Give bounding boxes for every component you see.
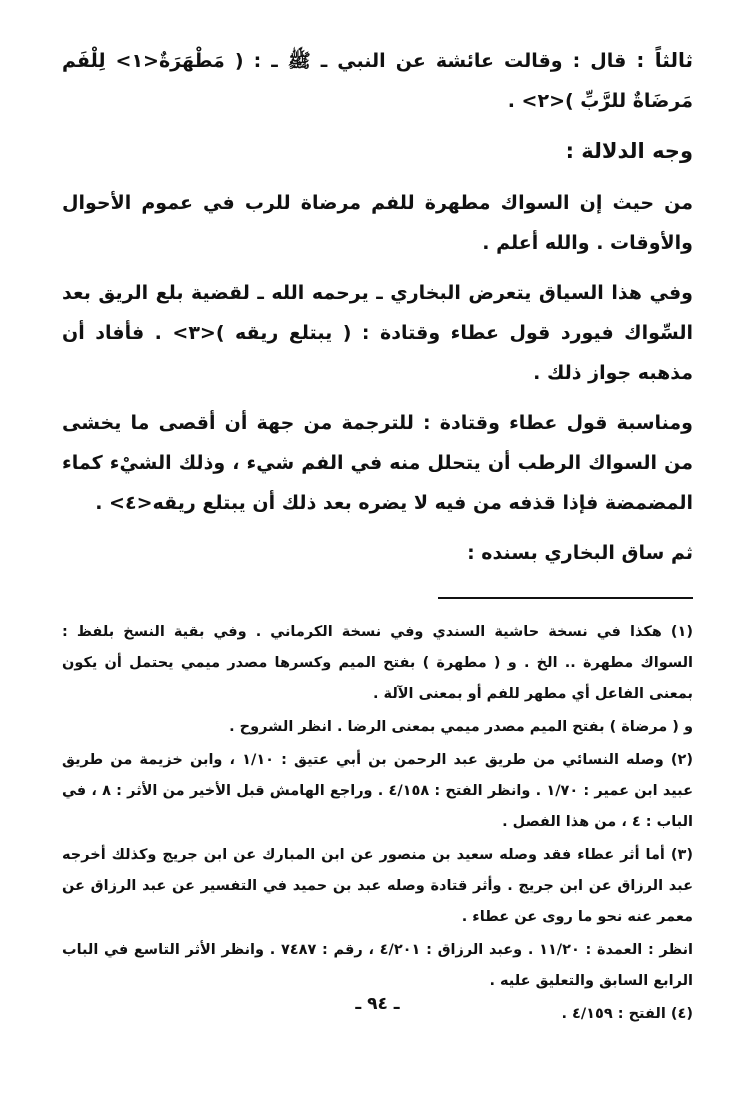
footnotes xyxy=(62,617,693,1030)
paragraph-2: من حيث إن السواك مطهرة للفم مرضاة للرب في عموم الأحوال والأوقات . والله أعلم . xyxy=(62,192,693,254)
footnote-3-continued: انظر : العمدة : ١١/٢٠ . وعبد الرزاق : ٤/٢٠١ ، رقم : ٧٤٨٧ . وانظر الأثر التاسع في الباب الرابع السابق والتعليق عليه . xyxy=(62,942,693,989)
section-heading: وجه الدلالة : xyxy=(565,139,693,163)
paragraph-3: وفي هذا السياق يتعرض البخاري ـ يرحمه الله ـ لقضية بلع الريق بعد السِّواك فيورد قول عطاء وقتادة : ( يبتلع ريقه )<٣> . فأفاد أن مذهبه جواز ذلك . xyxy=(62,282,693,384)
footnote-4: (٤) الفتح : ٤/١٥٩ . xyxy=(561,1006,693,1022)
footnote-divider xyxy=(438,597,693,599)
paragraph-5: ثم ساق البخاري بسنده : xyxy=(467,542,693,564)
paragraph-4: ومناسبة قول عطاء وقتادة : للترجمة من جهة أن أقصى ما يخشى من السواك الرطب أن يتحلل منه في الفم شيء ، وذلك الشيْء كماء المضمضة فإذا قذفه من فيه لا يضره بعد ذلك أن يبتلع ريقه<٤> . xyxy=(62,412,693,514)
page-body xyxy=(62,40,693,1032)
footnote-2: (٢) وصله النسائي من طريق عبد الرحمن بن أبي عتيق : ١/١٠ ، وابن خزيمة من طريق عبيد ابن عمير : ١/٧٠ . وانظر الفتح : ٤/١٥٨ . وراجع الهامش قبل الأخير من الأثر : ٨ ، في الباب : ٤ ، من هذا الفصل . xyxy=(62,752,693,830)
section-lead: ثالثاً : xyxy=(636,48,693,72)
footnote-1-continued: و ( مرضاة ) بفتح الميم مصدر ميمي بمعنى الرضا . انظر الشروح . xyxy=(229,719,693,735)
paragraph-1 xyxy=(62,40,693,121)
footnote-1: (١) هكذا في نسخة حاشية السندي وفي نسخة الكرماني . وفي بقية النسخ بلفظ : السواك مطهرة .. الخ . و ( مطهرة ) بفتح الميم وكسرها مصدر ميمي يحتمل أن يكون بمعنى الفاعل أي مطهر للفم أو بمعنى الآلة . xyxy=(62,624,693,702)
main-text xyxy=(62,40,693,573)
footnote-3: (٣) أما أثر عطاء فقد وصله سعيد بن منصور عن ابن المبارك عن ابن جريج وكذلك أخرجه عبد الرزاق عن ابن جريج . وأثر قتادة وصله عبد بن حميد في التفسير عن عبد الرزاق عن معمر عنه نحو ما روى عن عطاء . xyxy=(62,847,693,925)
paragraph-1-text: قال : وقالت عائشة عن النبي ـ ﷺ ـ : ( مَطْهَرَةٌ<١> لِلْفَم مَرضَاةٌ للرَّبِّ )<٢> . xyxy=(62,50,693,112)
page-number: ـ ٩٤ ـ xyxy=(355,994,400,1014)
